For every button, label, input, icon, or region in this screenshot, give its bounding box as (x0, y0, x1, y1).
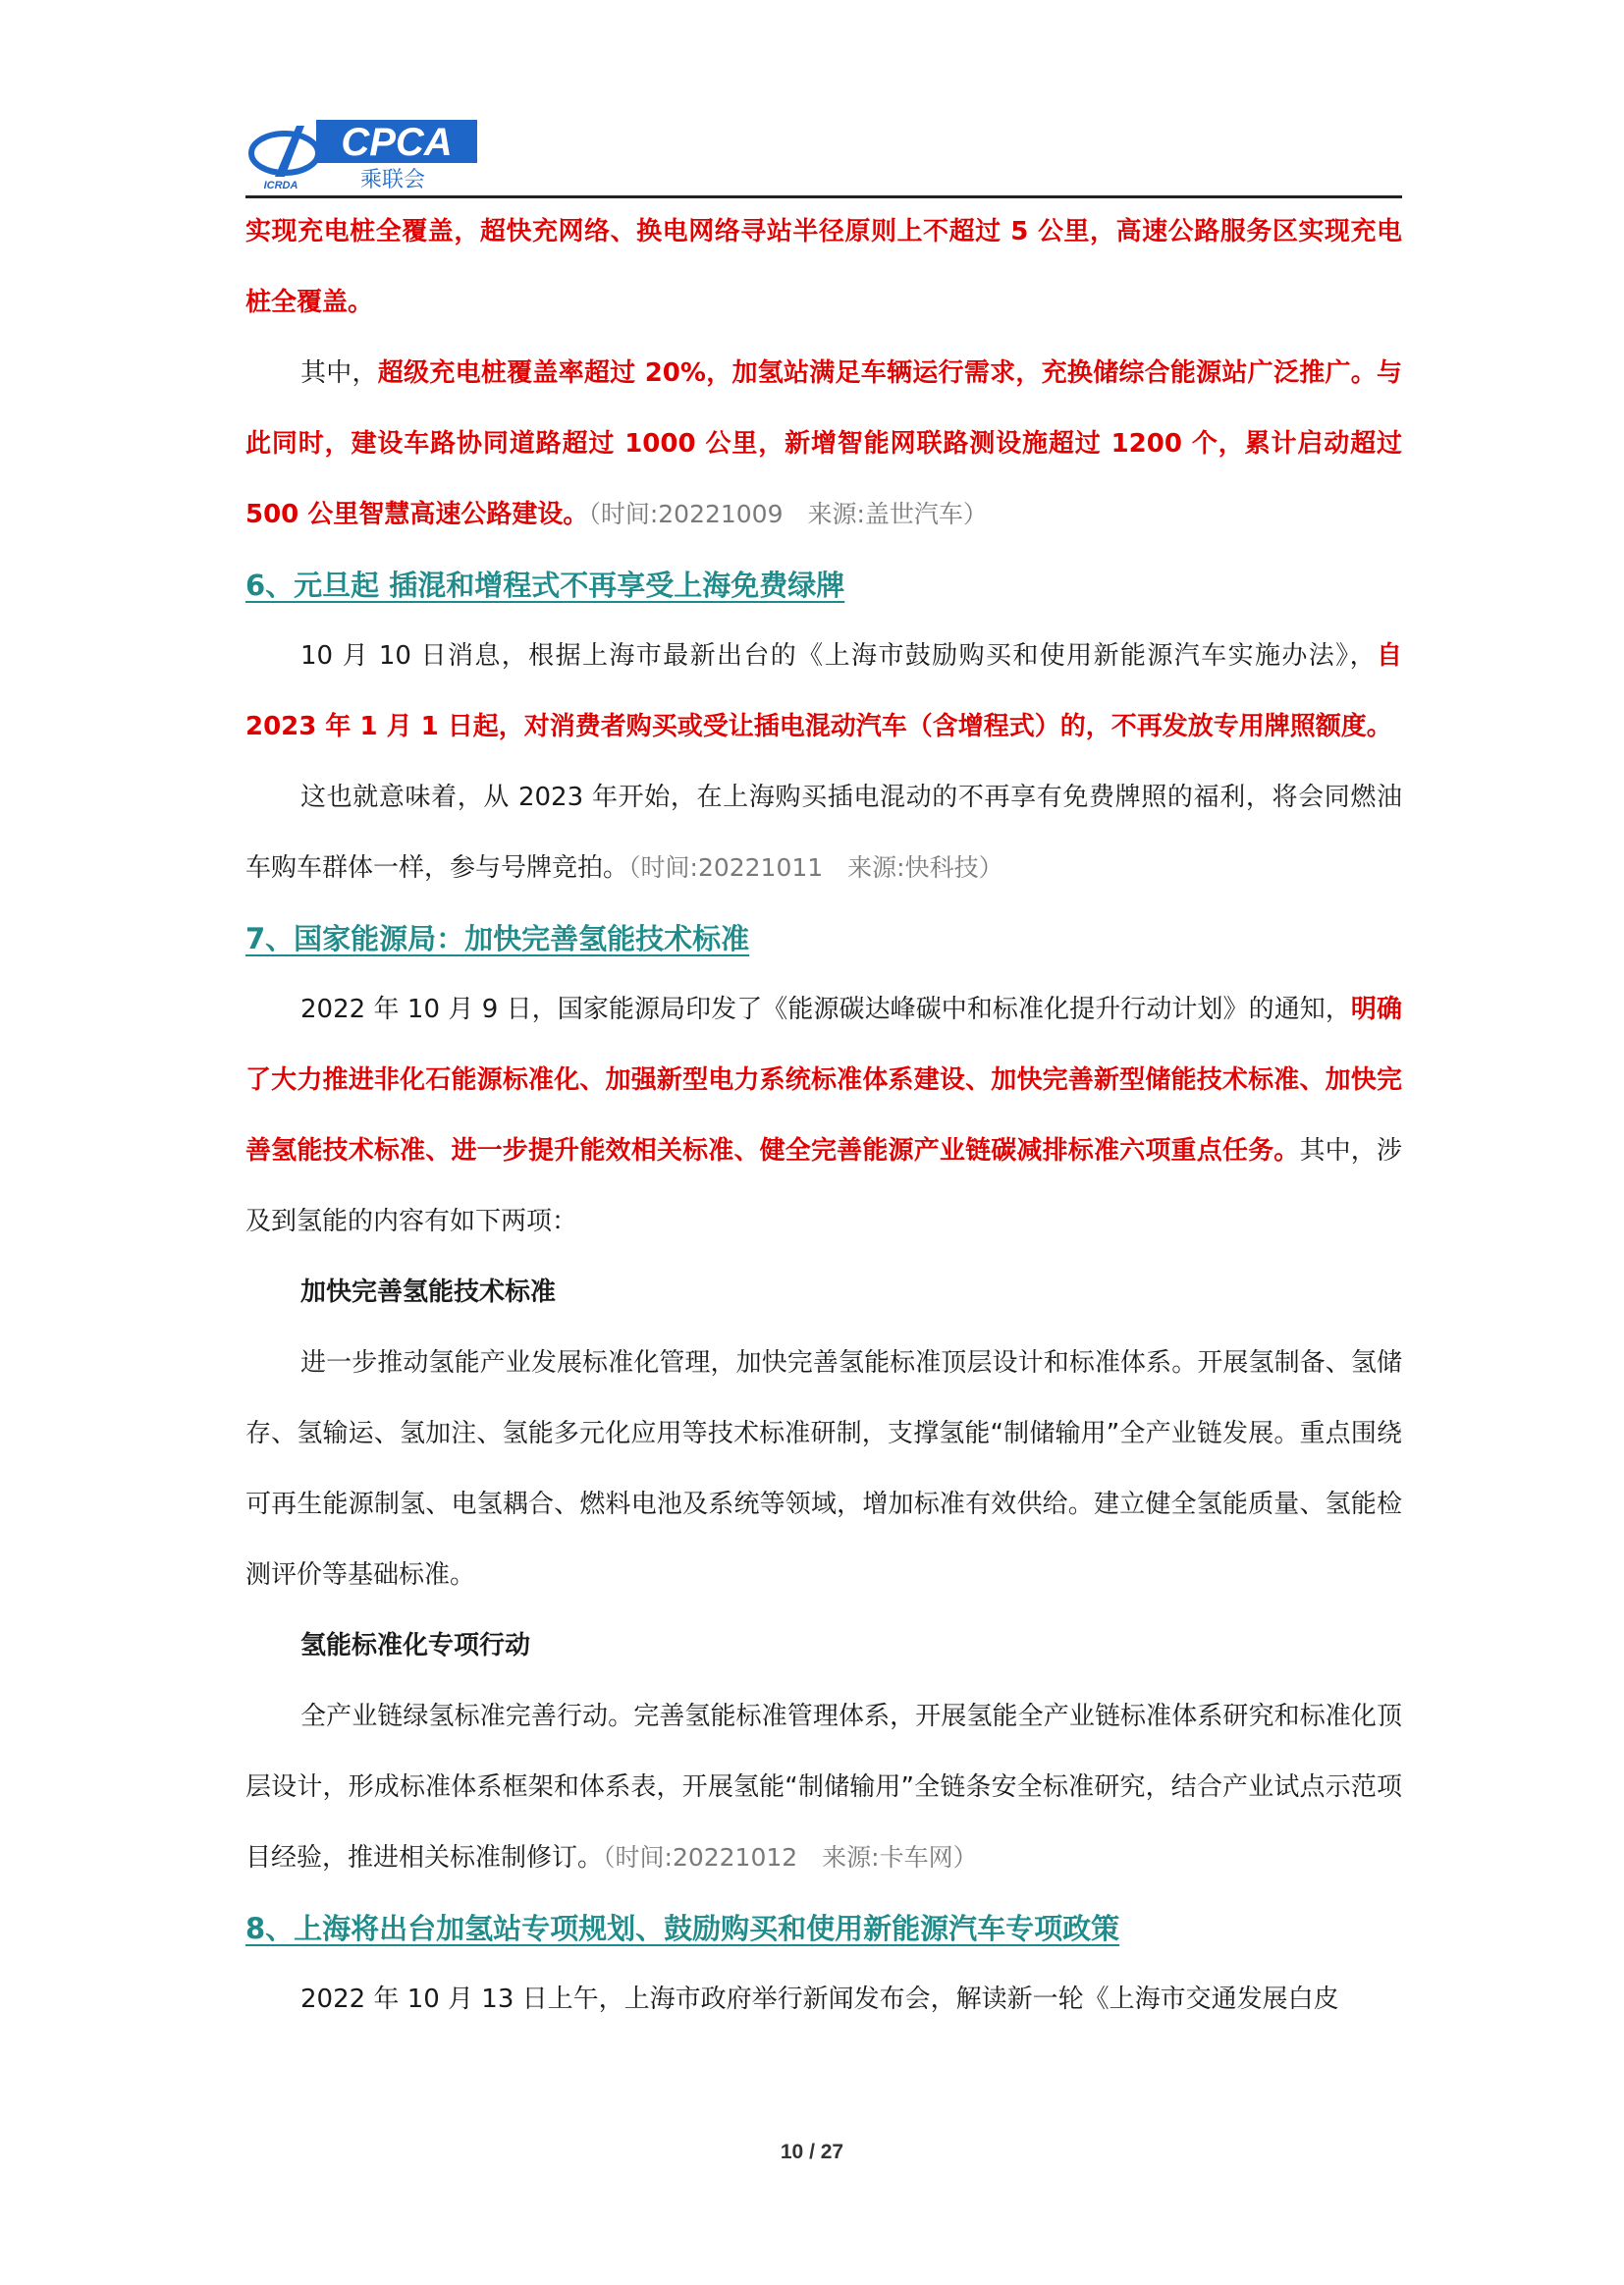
section-heading: 6、元旦起 插混和增程式不再享受上海免费绿牌 (245, 569, 845, 602)
highlight-text: 实现充电桩全覆盖，超快充网络、换电网络寻站半径原则上不超过 5 公里，高速公路服务区实现充电桩全覆盖。 (245, 217, 1402, 317)
sub-heading: 氢能标准化专项行动 (300, 1631, 531, 1660)
body-text: 全产业链绿氢标准完善行动。完善氢能标准管理体系，开展氢能全产业链标准体系研究和标准化顶层设计，形成标准体系框架和体系表，开展氢能“制储输用”全链条安全标准研究，结合产业试点示范项目经验，推进相关标准制修订。 (245, 1702, 1402, 1873)
body-text: 这也就意味着，从 2023 年开始，在上海购买插电混动的不再享有免费牌照的福利，将会同燃油车购车群体一样，参与号牌竞拍。 (245, 783, 1402, 883)
body-text: 其中， (300, 358, 378, 388)
svg-text:乘联会: 乘联会 (359, 168, 426, 190)
paragraph: 2022 年 10 月 13 日上午，上海市政府举行新闻发布会，解读新一轮《上海市交通发展白皮 (300, 1985, 1339, 2014)
cpca-logo (245, 108, 481, 190)
section-heading: 7、国家能源局：加快完善氢能技术标准 (245, 922, 750, 955)
highlight-text: 超级充电桩覆盖率超过 20%，加氢站满足车辆运行需求，充换储综合能源站广泛推广。与此同时，建设车路协同道路超过 1000 公里，新增智能网联路测设施超过 1200 个，累计启动超过 500 公里智慧高速公路建设。 (245, 358, 1402, 529)
body-text: 10 月 10 日消息，根据上海市最新出台的《上海市鼓励购买和使用新能源汽车实施办法》， (300, 641, 1377, 671)
paragraph (245, 621, 1402, 762)
paragraph: 进一步推动氢能产业发展标准化管理，加快完善氢能标准顶层设计和标准体系。开展氢制备、氢储存、氢输运、氢加注、氢能多元化应用等技术标准研制，支撑氢能“制储输用”全产业链发展。重点围绕可再生能源制氢、电氢耦合、燃料电池及系统等领域，增加标准有效供给。建立健全氢能质量、氢能检测评价等基础标准。 (245, 1348, 1402, 1590)
source-note: （时间:20221009 来源:盖世汽车） (588, 500, 988, 528)
source-note: （时间:20221012 来源:卡车网） (603, 1843, 978, 1872)
page-number: 10 / 27 (780, 2141, 844, 2163)
document-body (245, 196, 1402, 2035)
paragraph (245, 762, 1402, 903)
section-heading: 8、上海将出台加氢站专项规划、鼓励购买和使用新能源汽车专项政策 (245, 1912, 1120, 1945)
source-note: （时间:20221011 来源:快科技） (628, 853, 1003, 882)
body-text: 2022 年 10 月 9 日，国家能源局印发了《能源碳达峰碳中和标准化提升行动计划》的通知， (300, 995, 1351, 1024)
highlight-text: 自 2023 年 1 月 1 日起，对消费者购买或受让插电混动汽车（含增程式）的，不再发放专用牌照额度。 (245, 641, 1402, 741)
svg-text:ICRDA: ICRDA (263, 180, 298, 190)
paragraph (245, 974, 1402, 1257)
paragraph (245, 338, 1402, 550)
paragraph (245, 1681, 1402, 1893)
highlight-text: 明确了大力推进非化石能源标准化、加强新型电力系统标准体系建设、加快完善新型储能技术标准、加快完善氢能技术标准、进一步提升能效相关标准、健全完善能源产业链碳减排标准六项重点任务。 (245, 995, 1402, 1166)
body-text: 其中，涉及到氢能的内容有如下两项： (245, 1136, 1402, 1236)
page-header (245, 108, 1402, 192)
paragraph (245, 196, 1402, 338)
sub-heading: 加快完善氢能技术标准 (300, 1278, 557, 1307)
svg-text:CPCA: CPCA (341, 121, 453, 164)
